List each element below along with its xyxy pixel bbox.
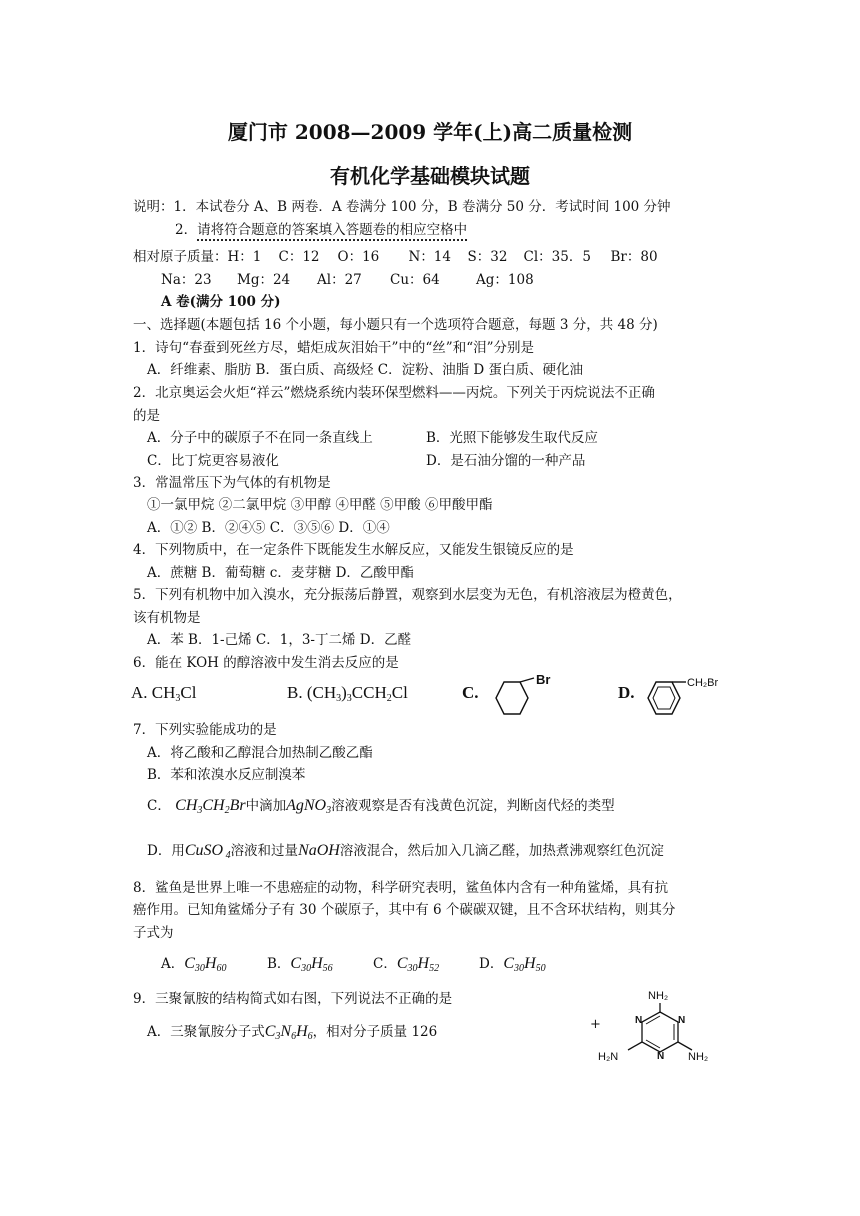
q1-options: A．纤维素、脂肪 B．蛋白质、高级烃 C．淀粉、油脂 D 蛋白质、硬化油 [147,362,583,378]
q2-option-b: B．光照下能够发生取代反应 [426,430,598,446]
nh2-top-label: NH₂ [648,990,669,1002]
q8-options [161,955,546,978]
q6-formula-part: Cl [391,683,408,702]
atomic-mass-item: S：32 [467,249,508,265]
q8-option-a-label: A． [161,956,185,972]
atomic-mass-item: H：1 [227,249,262,265]
q5-options: A．苯 B．1-己烯 C．1，3-丁二烯 D．乙醛 [147,632,412,648]
q7-option-c-text: 溶液观察是否有浅黄色沉淀，判断卤代烃的类型 [331,798,615,814]
ring-n-label: N [657,1051,665,1062]
q2-option-d: D．是石油分馏的一种产品 [426,453,586,469]
benzene-inner-ring [653,687,675,709]
melamine-structure [590,986,720,1072]
q6-option-b [287,684,408,708]
benzyl-bromide-structure [640,674,740,722]
atomic-mass-label: 相对原子质量： [133,249,228,265]
q6-formula-sub: 3 [175,693,181,704]
q8-option-d [479,955,546,978]
q6-formula-part: CH [151,683,176,702]
atomic-mass-item: Cu：64 [390,272,440,288]
q6-formula-part: CCH [351,683,387,702]
q8-option-a [161,955,267,978]
q6-formula-part: (CH [306,683,337,702]
atomic-mass-item: Br：80 [610,249,658,265]
atomic-mass-item: Ag：108 [476,272,534,288]
formula-c3n6h6: $C_3N_6H_6$ [264,1023,313,1042]
cyclohexane-ring [496,682,528,714]
triazine-ring [642,1012,678,1052]
q7-option-c-text: 中滴加 [245,798,287,814]
ch2br-label: CH₂Br [687,677,719,689]
q6-formula-part: Cl [180,683,197,702]
q9-option-a-text: ，相对分子质量 126 [312,1024,438,1040]
q3-stem: 3．常温常压下为气体的有机物是 [133,475,331,491]
q6-option-b-label: B. [287,683,303,702]
instructions-number: 2． [175,222,198,238]
q5-stem: 5．下列有机物中加入溴水，充分振荡后静置，观察到水层变为无色，有机溶液层为橙黄色， [133,587,682,603]
formula-ch3ch2br: $CH_3CH_2Br$ [175,797,246,816]
q7-option-d [147,842,664,865]
q2-stem-cont: 的是 [133,408,160,424]
formula-c30h50: $C_{30}H_{50}$ [503,955,546,974]
ring-n-label: N [635,1015,643,1026]
q8-stem-cont: 癌作用。已知角鲨烯分子有 30 个碳原子，其中有 6 个碳碳双键，且不含环状结构，则其分 [133,902,676,918]
formula-c30h60: $C_{30}H_{60}$ [184,955,227,974]
q3-options: A．①② B．②④⑤ C．③⑤⑥ D．①④ [147,520,390,536]
formula-agno3: AgNO$_3$ [286,797,332,816]
part-1-heading: 一、选择题(本题包括 16 个小题，每小题只有一个选项符合题意，每题 3 分，共 48 分) [133,317,658,333]
section-a-heading: A 卷(满分 100 分) [161,294,281,310]
q7-option-c [147,797,615,820]
atomic-mass-item: O：16 [337,249,380,265]
q9-option-a [147,1023,437,1046]
q2-option-a: A．分子中的碳原子不在同一条直线上 [147,430,373,446]
ring-n-label: N [678,1015,686,1026]
q7-stem: 7．下列实验能成功的是 [133,722,277,738]
formula-cuso4: CuSO $_4$ [184,842,231,861]
q7-option-d-text: 溶液和过量 [230,843,299,859]
cyclohexyl-bromide-structure [484,674,564,724]
q7-option-d-label: D．用 [147,843,185,859]
q8-option-b-label: B． [267,956,291,972]
q7-option-a: A．将乙酸和乙醇混合加热制乙酸乙酯 [147,745,373,761]
q7-option-c-label: C． [147,798,171,814]
q6-formula-part: ) [341,683,347,702]
q5-stem-cont: 该有机物是 [133,610,201,626]
instructions-emphasis: 请将符合题意的答案填入答题卷的相应空格中 [197,222,467,241]
q8-stem-cont-2: 子式为 [133,925,174,941]
q6-option-a [131,684,196,708]
bromine-label: Br [536,672,551,687]
q9-option-a-text: A．三聚氰胺分子式 [147,1024,265,1040]
bond-right [678,1042,692,1050]
q4-stem: 4．下列物质中，在一定条件下既能发生水解反应，又能发生银镜反应的是 [133,542,574,558]
atomic-mass-row-1 [133,248,658,266]
atomic-mass-item: Mg：24 [237,272,291,288]
q8-option-c-label: C． [373,956,397,972]
page-subtitle: 有机化学基础模块试题 [330,164,530,188]
instructions-line-2 [175,221,467,239]
nh2-right-label: NH₂ [688,1051,709,1063]
atomic-mass-item: N：14 [408,249,451,265]
q9-stem: 9．三聚氰胺的结构简式如右图，下列说法不正确的是 [133,991,453,1007]
c-br-bond [520,678,534,682]
q8-option-b [267,955,373,978]
q6-option-c-label: C. [462,683,479,702]
page-title: 厦门市 2008—2009 学年(上)高二质量检测 [227,120,633,144]
formula-naoh: NaOH [298,842,340,859]
plus-sign: + [590,1017,601,1032]
atomic-mass-item: C：12 [278,249,320,265]
instructions-line-1: 说明：1．本试卷分 A、B 两卷．A 卷满分 100 分，B 卷满分 50 分．考试时间 100 分钟 [133,199,671,215]
q6-formula-sub: 2 [386,693,392,704]
q4-options: A．蔗糖 B．葡萄糖 c．麦芽糖 D．乙酸甲酯 [147,565,414,581]
q6-formula-sub: 3 [346,693,352,704]
q6-formula-sub: 3 [336,693,342,704]
double-bond [646,1016,660,1024]
q2-stem: 2．北京奥运会火炬“祥云”燃烧系统内装环保型燃料——丙烷。下列关于丙烷说法不正确 [133,385,655,401]
atomic-mass-item: Cl：35．5 [523,249,591,265]
q6-option-a-label: A. [131,683,148,702]
q6-option-d-label: D. [618,683,635,702]
formula-c30h52: $C_{30}H_{52}$ [396,955,440,974]
q1-stem: 1．诗句“春蚕到死丝方尽，蜡炬成灰泪始干”中的“丝”和“泪”分别是 [133,340,534,356]
bond-left [628,1042,642,1050]
atomic-mass-item: Na：23 [161,272,212,288]
atomic-mass-row-2 [161,271,534,289]
formula-c30h56: $C_{30}H_{56}$ [290,955,333,974]
q7-option-b: B．苯和浓溴水反应制溴苯 [147,767,306,783]
q2-option-c: C．比丁烷更容易液化 [147,453,279,469]
atomic-mass-item: Al：27 [317,272,362,288]
double-bond [646,1040,660,1048]
q7-option-d-text: 溶液混合，然后加入几滴乙醛，加热煮沸观察红色沉淀 [339,843,664,859]
q8-option-d-label: D． [479,956,504,972]
q8-stem: 8．鲨鱼是世界上唯一不患癌症的动物，科学研究表明，鲨鱼体内含有一种角鲨烯，具有抗 [133,880,669,896]
q3-items: ①一氯甲烷 ②二氯甲烷 ③甲醇 ④甲醛 ⑤甲酸 ⑥甲酸甲酯 [147,497,493,513]
q8-option-c [373,955,479,978]
q6-stem: 6．能在 KOH 的醇溶液中发生消去反应的是 [133,655,399,671]
nh2-left-label: H₂N [598,1051,619,1063]
